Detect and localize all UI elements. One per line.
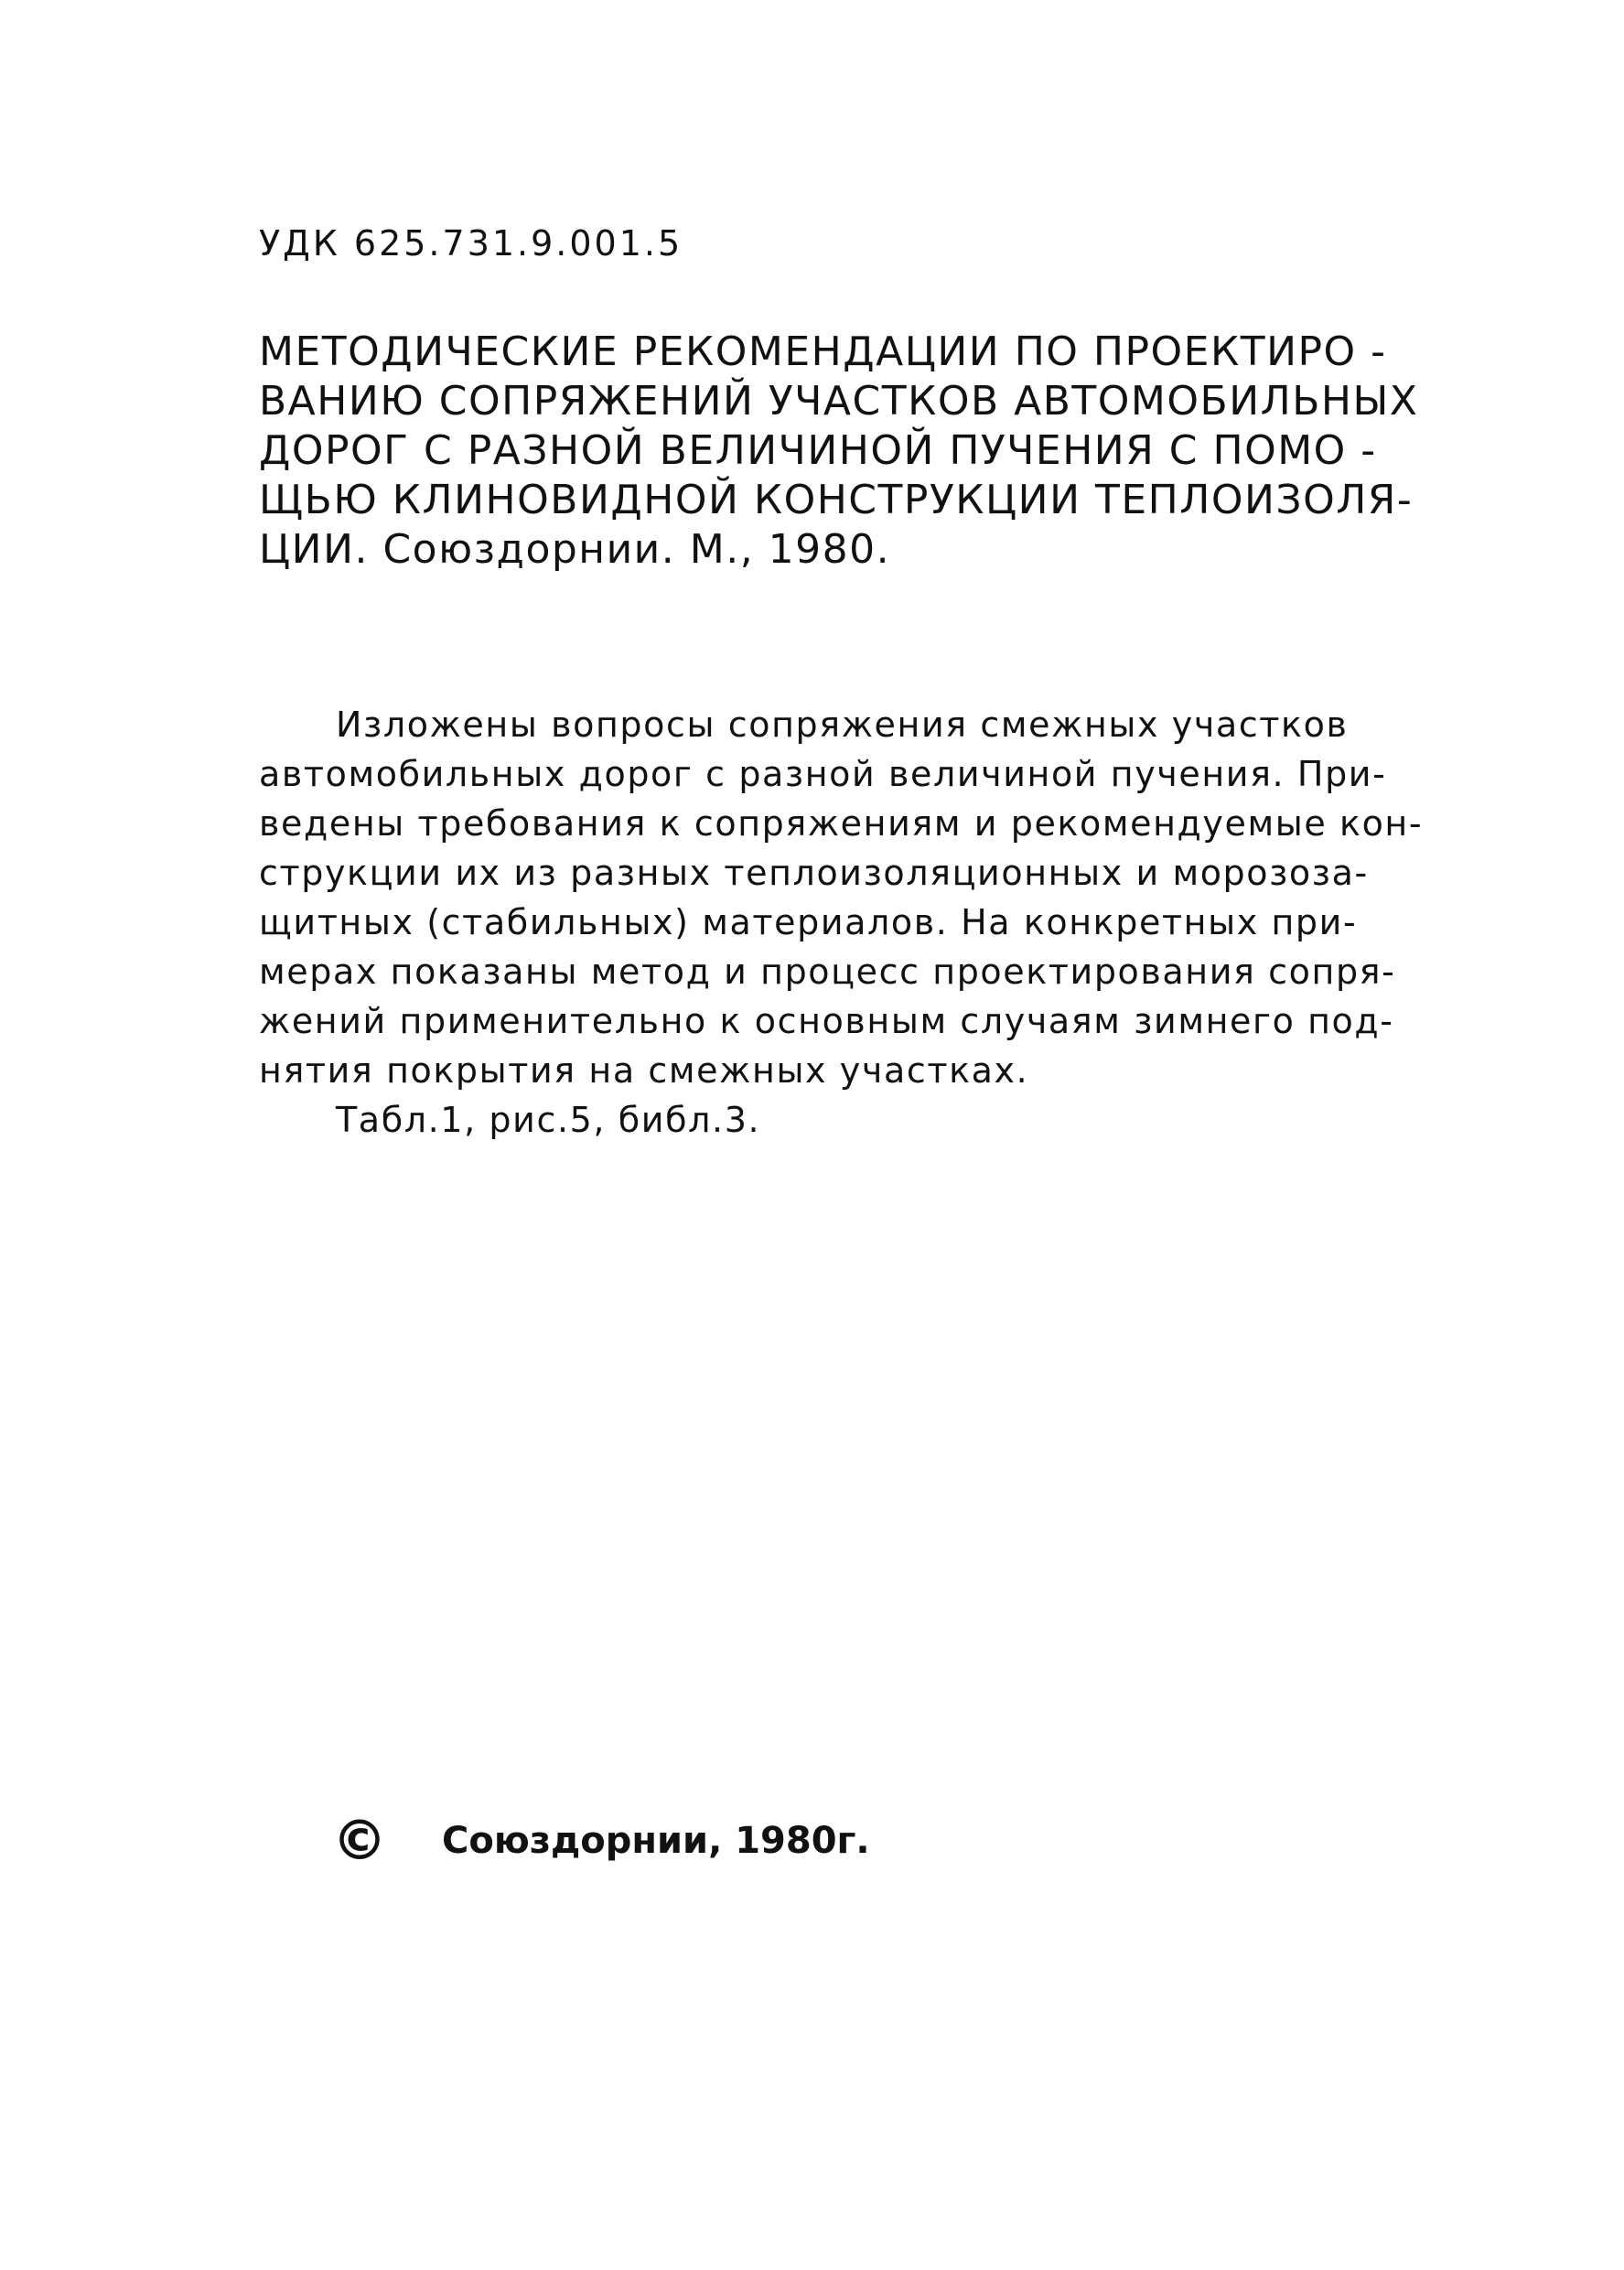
abstract-line: нятия покрытия на смежных участках. [259,1050,1029,1091]
abstract-line: автомобильных дорог с разной величиной пучения. При- [259,754,1387,794]
abstract-line: ведены требования к сопряжениям и рекомендуемые кон- [259,803,1424,844]
title-line: ДОРОГ С РАЗНОЙ ВЕЛИЧИНОЙ ПУЧЕНИЯ С ПОМО - [259,427,1377,474]
title-line: ЦИИ. Союздорнии. М., 1980. [259,526,891,573]
abstract-line: мерах показаны метод и процесс проектирования сопря- [259,952,1396,992]
title-line: ЩЬЮ КЛИНОВИДНОЙ КОНСТРУКЦИИ ТЕПЛОИЗОЛЯ- [259,477,1414,523]
references-summary: Табл.1, рис.5, библ.3. [336,1100,761,1140]
abstract-paragraph [259,700,1467,1145]
copyright-icon: © [332,1809,387,1873]
abstract-line: щитных (стабильных) материалов. На конкретных при- [259,902,1358,942]
title-line: МЕТОДИЧЕСКИЕ РЕКОМЕНДАЦИИ ПО ПРОЕКТИРО - [259,328,1387,375]
copyright-notice [332,1809,870,1873]
udk-code: УДК 625.731.9.001.5 [259,223,683,264]
abstract-line: Изложены вопросы сопряжения смежных участков [336,705,1349,745]
abstract-line: жений применительно к основным случаям зимнего под- [259,1001,1394,1041]
title-line: ВАНИЮ СОПРЯЖЕНИЙ УЧАСТКОВ АВТОМОБИЛЬНЫХ [259,378,1419,425]
abstract-line: струкции их из разных теплоизоляционных и морозоза- [259,853,1369,893]
document-title [259,328,1448,575]
copyright-text: Союздорнии, 1980г. [442,1820,870,1862]
